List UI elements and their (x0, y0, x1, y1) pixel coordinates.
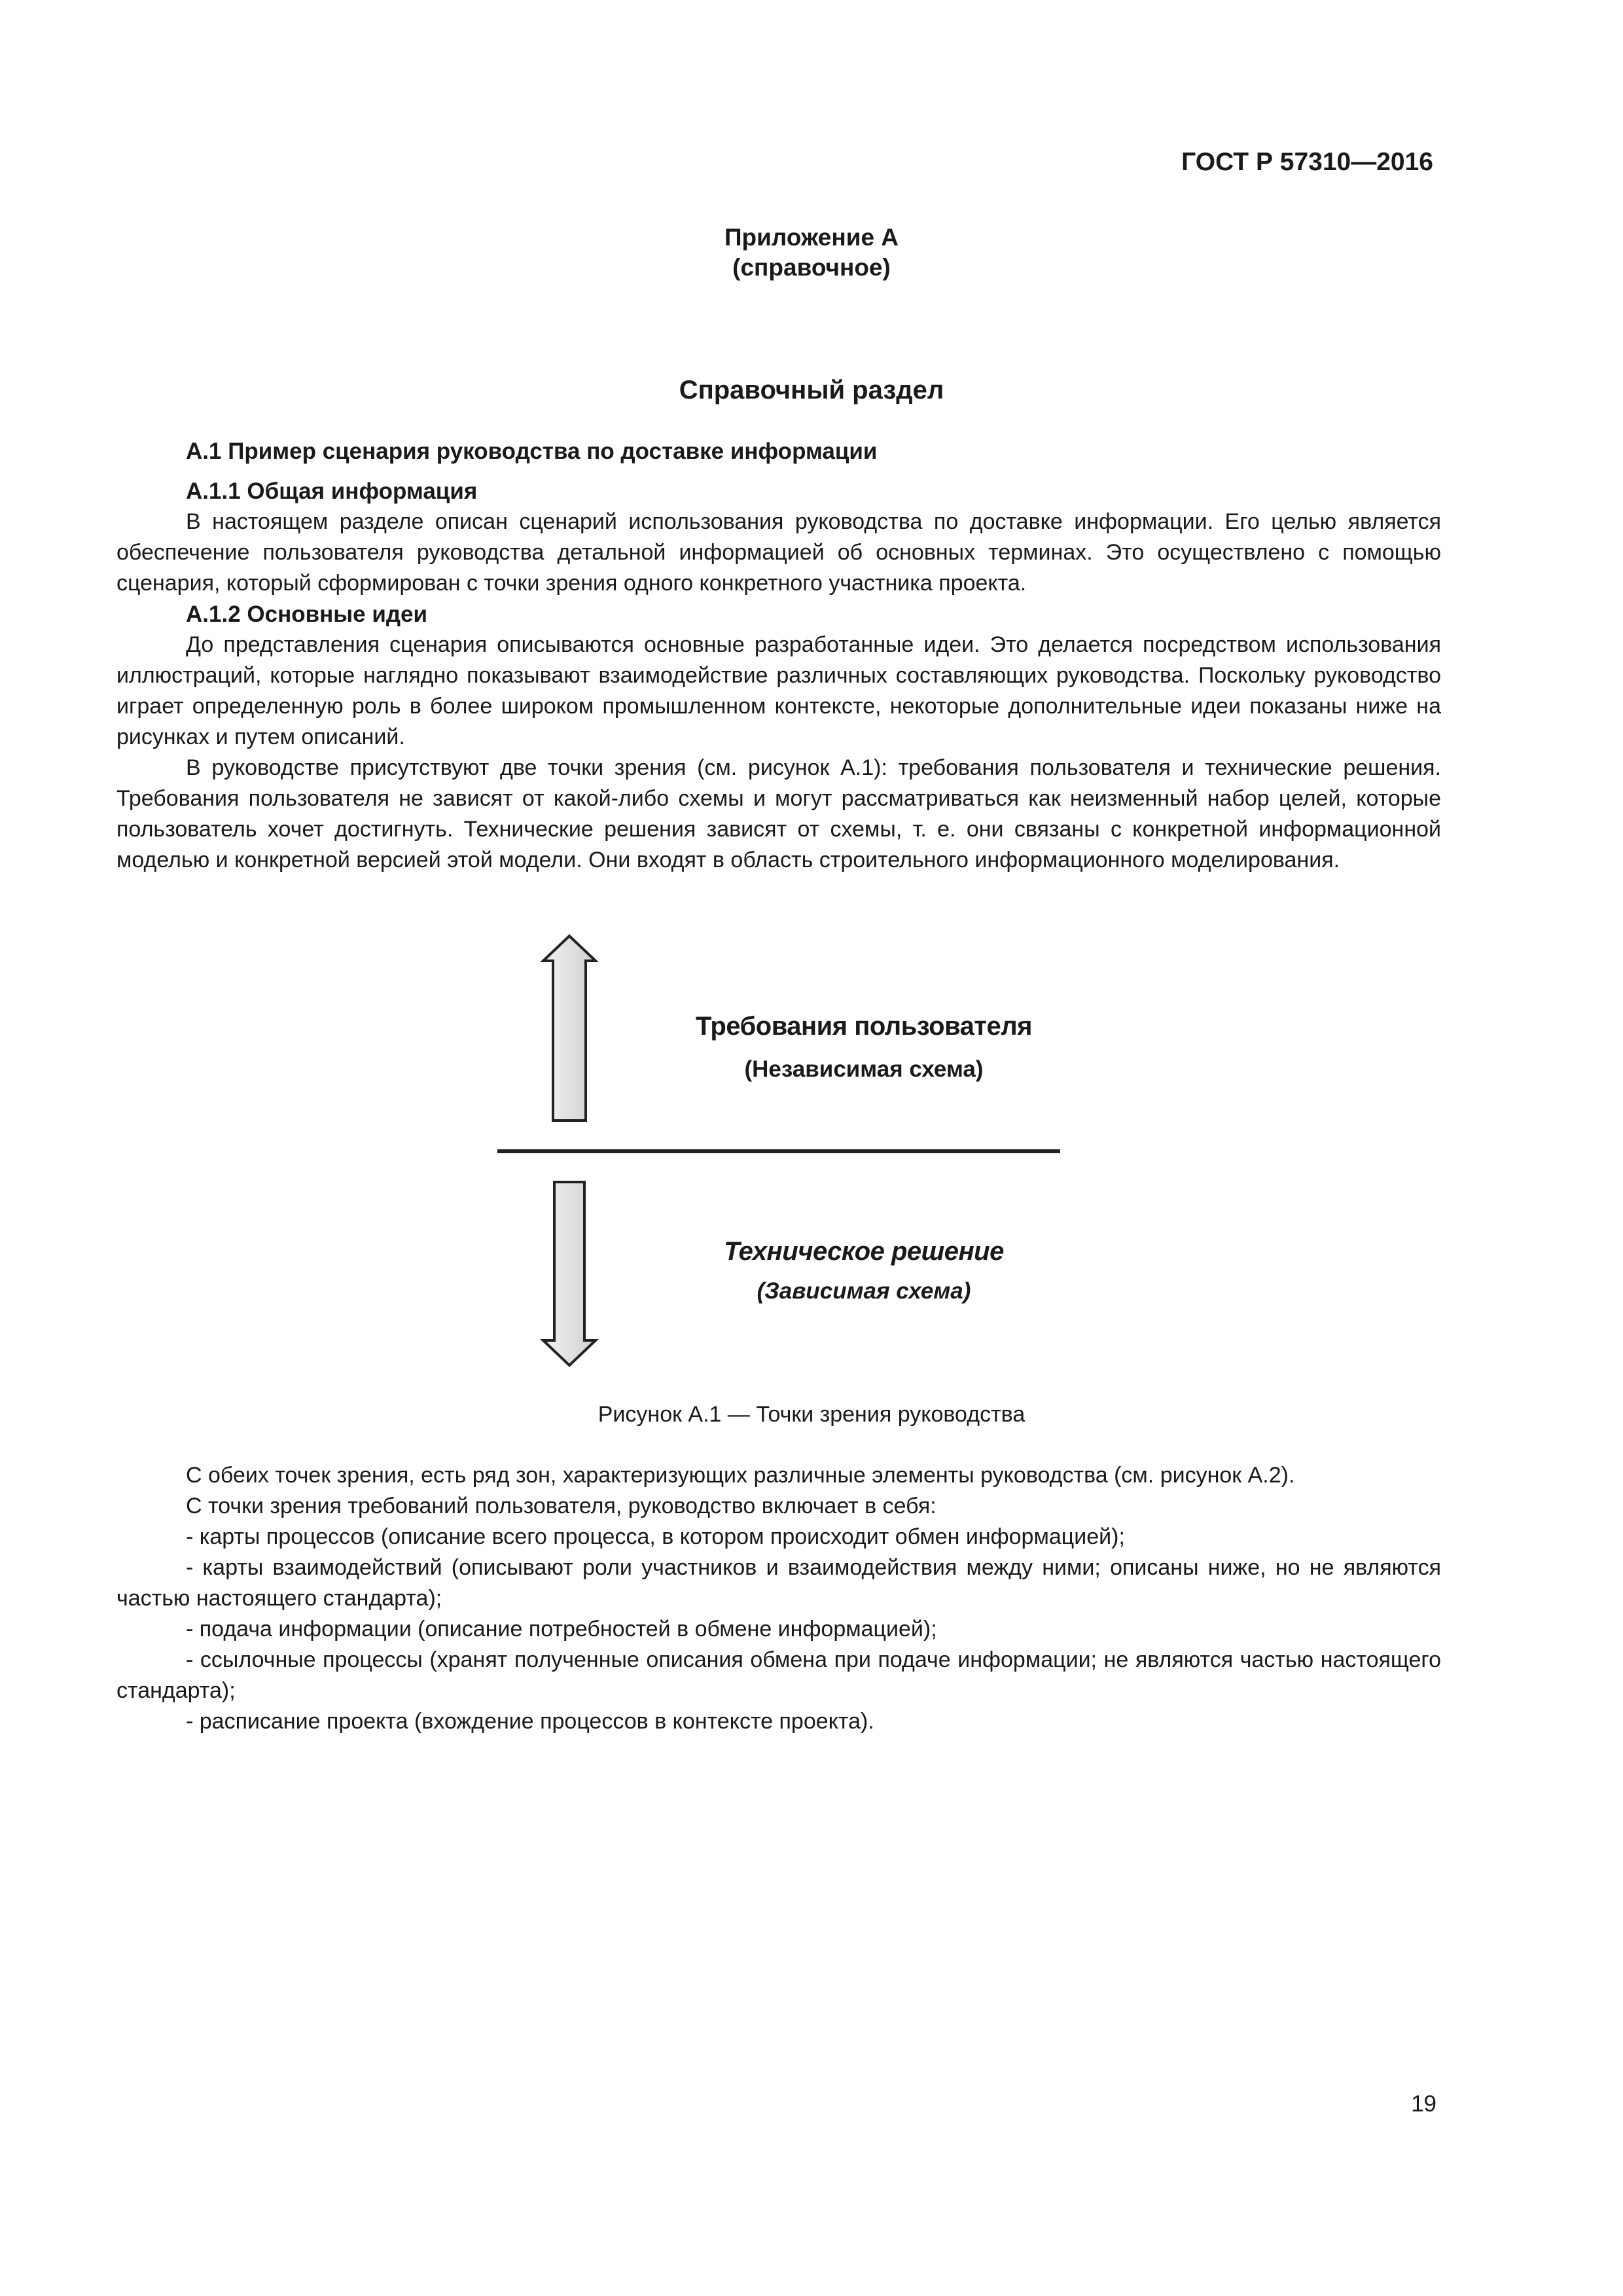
heading-a1: А.1 Пример сценария руководства по доставке информации (186, 439, 878, 464)
page-number: 19 (1411, 2091, 1436, 2117)
figure-caption: Рисунок А.1 — Точки зрения руководства (597, 1402, 1026, 1427)
heading-a12: А.1.2 Основные идеи (186, 601, 428, 627)
paragraph-user-requirements: С точки зрения требований пользователя, руководство включает в себя: (186, 1494, 936, 1518)
list-item: - карты взаимодействий (описывают роли участников и взаимодействия между ними; описаны ниже, но не являются частью настоящего стандарта); (116, 1555, 1441, 1611)
figure-lower-subtitle: (Зависимая схема) (757, 1278, 971, 1304)
heading-a11: А.1.1 Общая информация (186, 478, 478, 504)
paragraph-a12-2: В руководстве присутствуют две точки зрения (см. рисунок А.1): требования пользователя и технические решения. Требования пользователя не зависят от какой-либо схемы и могут рассматриваться как неизменный набор целей, которые пользователь хочет достигнуть. Технические решения зависят от схемы, т. е. они связаны с конкретной информационной моделью и конкретной версией этой модели. Они входят в область строительного информационного моделирования. (116, 755, 1441, 872)
list-item: - ссылочные процессы (хранят полученные описания обмена при подаче информации; не являются частью настоящего стандарта); (116, 1647, 1441, 1703)
figure-lower-title: Техническое решение (724, 1237, 1004, 1266)
down-arrow-icon (543, 1182, 596, 1365)
list-item: - расписание проекта (вхождение процессов в контексте проекта). (186, 1709, 874, 1734)
paragraph-a11: В настоящем разделе описан сценарий использования руководства по доставке информации. Его целью является обеспечение пользователя руководства детальной информацией об основных терминах. Это осуществлено с помощью сценария, который сформирован с точки зрения одного конкретного участника проекта. (116, 509, 1441, 596)
figure-upper-subtitle: (Независимая схема) (744, 1056, 984, 1082)
annex-kind: (справочное) (732, 254, 891, 281)
list-item: - подача информации (описание потребностей в обмене информацией); (186, 1617, 937, 1641)
after-figure-text-block (116, 1460, 1441, 1737)
paragraph-zones: С обеих точек зрения, есть ряд зон, характеризующих различные элементы руководства (см. рисунок А.2). (186, 1463, 1295, 1488)
section-title: Справочный раздел (679, 376, 944, 404)
paragraph-a12-1: До представления сценария описываются основные разработанные идеи. Это делается посредством использования иллюстраций, которые наглядно показывают взаимодействие различных составляющих руководства. Поскольку руководство играет определенную роль в более широком промышленном контексте, некоторые дополнительные идеи показаны ниже на рисунках и путем описаний. (116, 632, 1441, 749)
list-item: - карты процессов (описание всего процесса, в котором происходит обмен информацией); (186, 1524, 1125, 1549)
figure-upper-title: Требования пользователя (695, 1012, 1033, 1041)
annex-title: Приложение А (724, 224, 899, 251)
document-code: ГОСТ Р 57310—2016 (1181, 148, 1433, 176)
